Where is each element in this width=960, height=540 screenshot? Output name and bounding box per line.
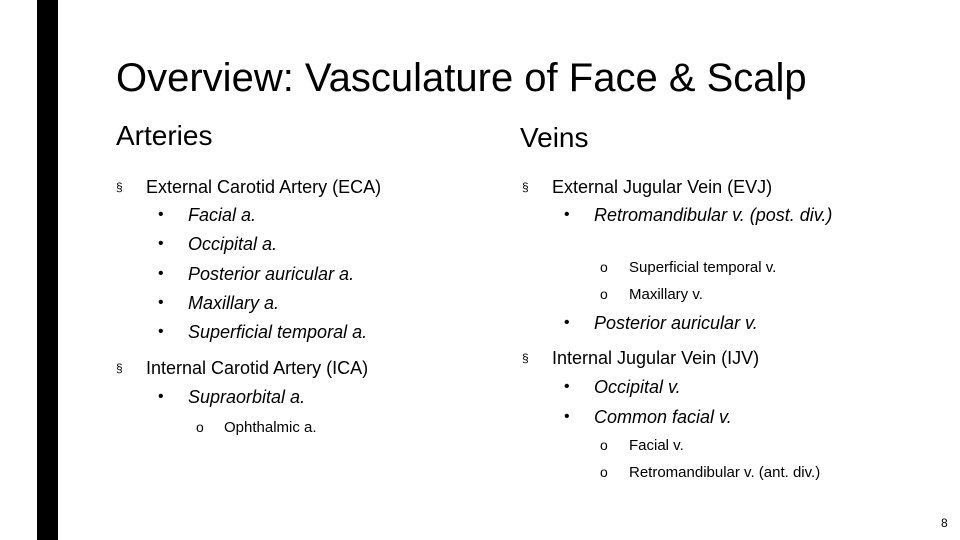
bullet-icon: • <box>158 235 164 252</box>
square-bullet-icon: § <box>522 351 529 365</box>
bullet-icon: • <box>564 206 570 223</box>
ijv-sub-facial: Facial v. <box>629 437 684 454</box>
ica-label: Internal Carotid Artery (ICA) <box>146 358 369 378</box>
veins-heading: Veins <box>520 122 589 153</box>
circle-bullet-icon: o <box>196 419 204 435</box>
square-bullet-icon: § <box>116 180 123 194</box>
eca-branch-superficial-temporal: Superficial temporal a. <box>188 322 368 342</box>
eca-label: External Carotid Artery (ECA) <box>146 177 382 197</box>
eca-branch-posterior-auricular: Posterior auricular a. <box>188 264 355 284</box>
bullet-icon: • <box>158 206 164 223</box>
bullet-icon: • <box>564 408 570 425</box>
ica-branch-supraorbital: Supraorbital a. <box>188 387 306 407</box>
ijv-sub-retromandibular-ant: Retromandibular v. (ant. div.) <box>629 464 821 481</box>
ica-sub-ophthalmic: Ophthalmic a. <box>224 419 317 436</box>
circle-bullet-icon: o <box>600 286 608 302</box>
evj-retromandibular-post: Retromandibular v. (post. div.) <box>594 205 833 225</box>
left-accent-bar <box>37 0 58 540</box>
bullet-icon: • <box>564 378 570 395</box>
slide-title: Overview: Vasculature of Face & Scalp <box>116 56 807 100</box>
square-bullet-icon: § <box>116 361 123 375</box>
eca-branch-maxillary: Maxillary a. <box>188 293 280 313</box>
bullet-icon: • <box>564 314 570 331</box>
eca-branch-facial: Facial a. <box>188 205 257 225</box>
evj-sub-superficial-temporal: Superficial temporal v. <box>629 259 777 276</box>
evj-label: External Jugular Vein (EVJ) <box>552 177 773 197</box>
bullet-icon: • <box>158 388 164 405</box>
bullet-icon: • <box>158 323 164 340</box>
bullet-icon: • <box>158 265 164 282</box>
circle-bullet-icon: o <box>600 437 608 453</box>
page-number: 8 <box>941 516 948 530</box>
bullet-icon: • <box>158 294 164 311</box>
ijv-label: Internal Jugular Vein (IJV) <box>552 348 760 368</box>
eca-branch-occipital: Occipital a. <box>188 234 278 254</box>
square-bullet-icon: § <box>522 180 529 194</box>
ijv-branch-common-facial: Common facial v. <box>594 407 732 427</box>
circle-bullet-icon: o <box>600 259 608 275</box>
circle-bullet-icon: o <box>600 464 608 480</box>
evj-posterior-auricular: Posterior auricular v. <box>594 313 758 333</box>
evj-sub-maxillary: Maxillary v. <box>629 286 703 303</box>
ijv-branch-occipital: Occipital v. <box>594 377 681 397</box>
arteries-heading: Arteries <box>116 120 213 151</box>
